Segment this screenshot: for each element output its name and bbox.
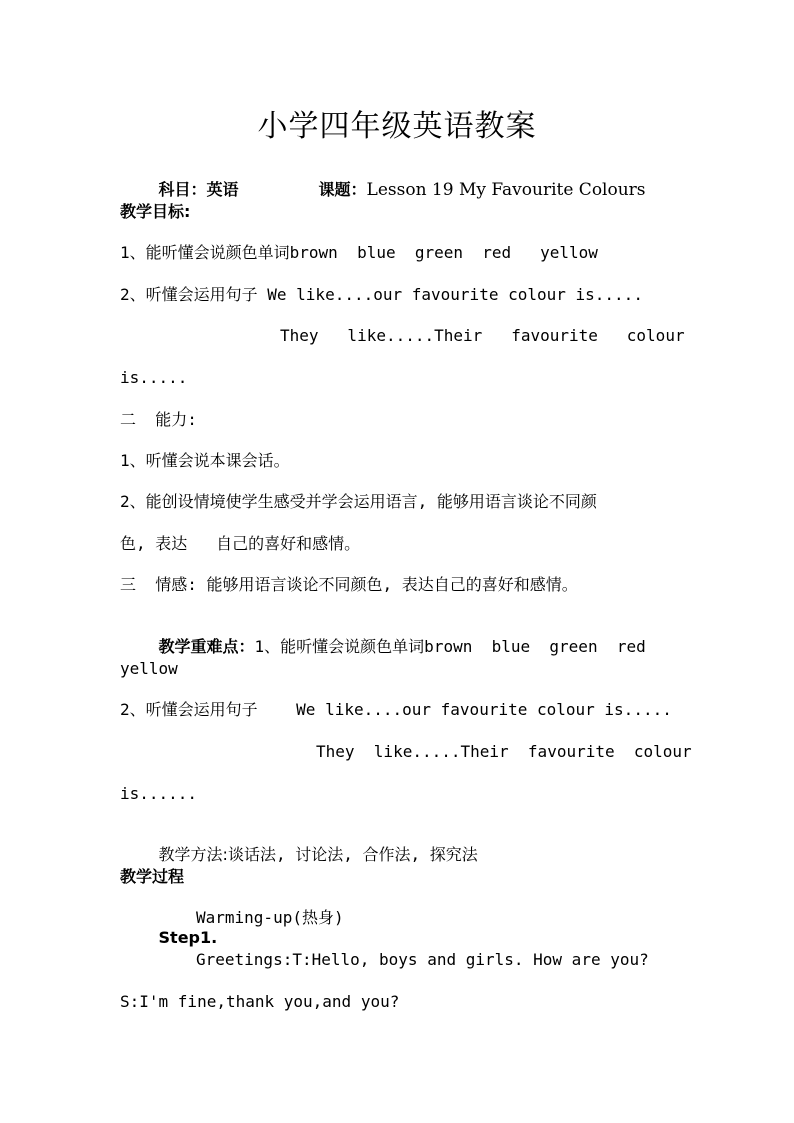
ability-item-2-line-1: 2、能创设情境使学生感受并学会运用语言, 能够用语言谈论不同颜 [120,492,597,511]
goals-item-2-line-3: is..... [120,368,188,387]
ability-heading: 二 能力: [120,410,197,429]
topic-value: Lesson 19 My Favourite Colours [366,180,646,200]
topic-label: 课题： [318,180,367,199]
subject-value: 英语 [206,180,239,199]
step1-text: Warming-up(热身) [196,908,344,927]
keypoints-item-2-line-2: They like.....Their favourite colour [316,742,692,761]
subject-label: 科目： [158,180,207,199]
methods-value: 谈话法, 讨论法, 合作法, 探究法 [227,845,478,864]
step1-label: Step1. [158,928,218,947]
topic-line [280,160,646,220]
goals-item-2-line-1: 2、听懂会运用句子 We like....our favourite colour is..... [120,285,643,304]
keypoints-item-1: 1、能听懂会说颜色单词brown blue green red [254,637,646,656]
goals-item-2-line-2: They like.....Their favourite colour [280,326,685,345]
reply-line: S:I'm fine,thank you,and you? [120,992,400,1011]
goals-item-1: 1、能听懂会说颜色单词brown blue green red yellow [120,243,598,262]
keypoints-item-2-line-3: is...... [120,784,198,803]
keypoints-line-2: yellow [120,659,178,678]
goals-heading: 教学目标: [120,202,191,221]
ability-item-2-line-2: 色, 表达 自己的喜好和感情。 [120,534,361,553]
keypoints-line-1 [120,617,646,677]
ability-item-1: 1、听懂会说本课会话。 [120,451,290,470]
document-title: 小学四年级英语教案 [257,109,537,144]
greeting-line: Greetings:T:Hello, boys and girls. How are you? [196,950,649,969]
emotion-text: 三 情感: 能够用语言谈论不同颜色, 表达自己的喜好和感情。 [120,575,578,594]
process-heading: 教学过程 [120,867,185,886]
methods-label: 教学方法: [158,845,228,864]
keypoints-item-2-line-1: 2、听懂会运用句子 We like....our favourite colour is..... [120,700,672,719]
keypoints-label: 教学重难点： [158,637,255,656]
